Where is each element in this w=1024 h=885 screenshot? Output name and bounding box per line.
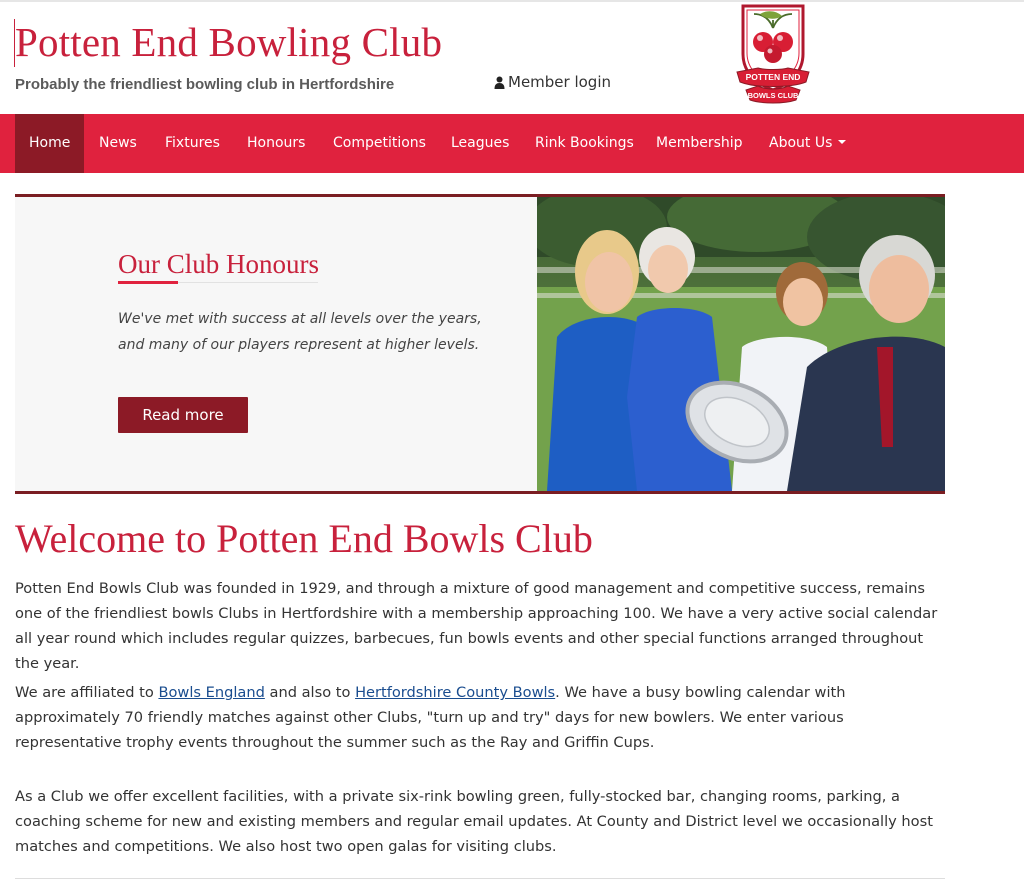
svg-text:POTTEN END: POTTEN END	[745, 72, 801, 82]
p2-text-after: . We have a busy bowling calendar with approximately 70 friendly matches against other Clubs, "turn up and try" days for new bowlers. We enter various representative trophy events throughout the summer such as the Ray and Griffin Cups.	[15, 684, 846, 751]
nav-item-membership[interactable]: Membership	[656, 135, 743, 151]
nav-item-leagues[interactable]: Leagues	[451, 135, 510, 151]
hero-text: We've met with success at all levels over the years, and many of our players represent at higher levels.	[118, 311, 482, 353]
nav-about-label: About Us	[769, 135, 833, 151]
hero-photo	[537, 197, 945, 491]
nav-item-home[interactable]: Home	[15, 114, 84, 173]
hero-title-accent	[118, 281, 178, 284]
top-divider	[0, 0, 1024, 2]
svg-text:BOWLS CLUB: BOWLS CLUB	[747, 91, 799, 100]
nav-item-news[interactable]: News	[99, 135, 137, 151]
user-icon	[494, 75, 505, 93]
intro-paragraph: Potten End Bowls Club was founded in 1929, and through a mixture of good management and competitive success, remains one of the friendliest bowls Clubs in Hertfordshire with a membership approaching 100. We have a very active social calendar all year round which includes regular quizzes, barbecues, fun bowls events and other special functions arranged throughout the year.	[15, 580, 938, 672]
nav-item-honours[interactable]: Honours	[247, 135, 306, 151]
affiliation-paragraph	[15, 680, 945, 755]
club-crest-logo[interactable]	[736, 2, 810, 108]
bowls-england-link[interactable]: Bowls England	[158, 684, 265, 701]
p2-text-before: We are affiliated to	[15, 684, 159, 701]
nav-item-competitions[interactable]: Competitions	[333, 135, 426, 151]
main-navbar	[0, 114, 1024, 173]
hero-title: Our Club Honours	[118, 249, 319, 279]
member-login-label: Member login	[508, 73, 612, 91]
read-more-button[interactable]: Read more	[118, 397, 248, 433]
welcome-heading: Welcome to Potten End Bowls Club	[15, 516, 593, 561]
site-title[interactable]: Potten End Bowling Club	[15, 19, 443, 65]
site-tagline: Probably the friendliest bowling club in Hertfordshire	[15, 76, 395, 93]
hertfordshire-county-bowls-link[interactable]: Hertfordshire County Bowls	[355, 684, 556, 701]
content-divider	[15, 878, 945, 879]
hero-banner	[15, 194, 945, 494]
chevron-down-icon	[838, 140, 846, 144]
nav-item-rink-bookings[interactable]: Rink Bookings	[535, 135, 634, 151]
nav-item-about-us[interactable]	[769, 114, 846, 173]
nav-item-fixtures[interactable]: Fixtures	[165, 135, 220, 151]
member-login-link[interactable]	[494, 73, 611, 93]
facilities-paragraph: As a Club we offer excellent facilities, with a private six-rink bowling green, fully-stocked bar, changing rooms, parking, a coaching scheme for new and existing members and regular email updates. At County and District level we occasionally host matches and competitions. We also host two open galas for visiting clubs.	[15, 788, 933, 855]
p2-text-middle: and also to	[264, 684, 356, 701]
